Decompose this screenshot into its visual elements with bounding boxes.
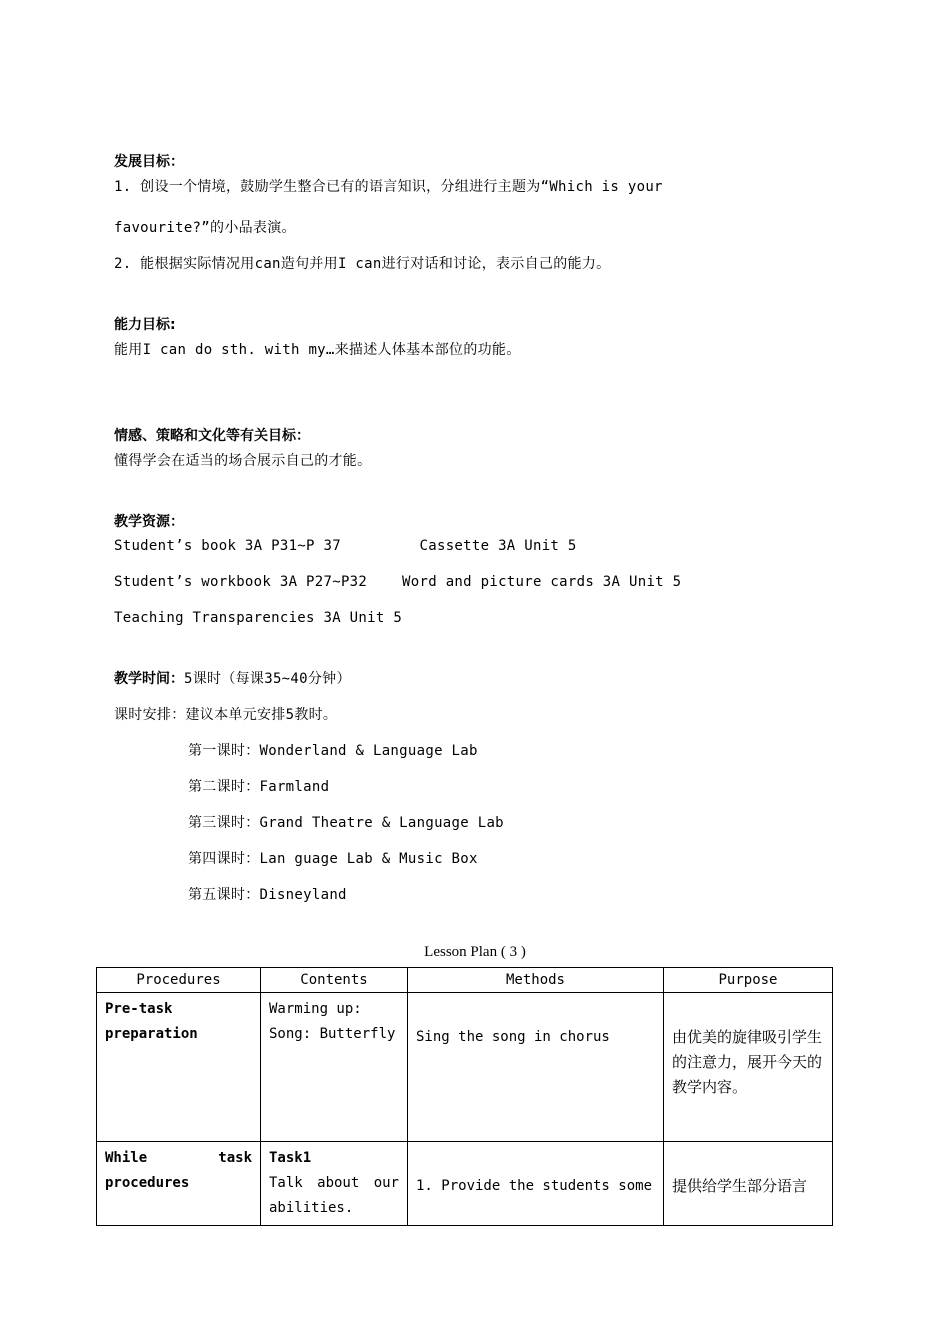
procedure-text: Pre-task [105, 1001, 173, 1017]
content-cell [261, 993, 408, 1142]
procedure-line [105, 1146, 252, 1171]
lesson-item: 第五课时：Disneyland [188, 887, 347, 903]
lesson-item: 第三课时：Grand Theatre & Language Lab [188, 815, 504, 831]
resource-line: Teaching Transparencies 3A Unit 5 [114, 610, 403, 626]
content-text: Song: Butterfly [269, 1026, 396, 1042]
column-header: Purpose [664, 968, 833, 993]
purpose-text: 提供给学生部分语言 [672, 1177, 808, 1195]
lesson-item: 第四课时：Lan guage Lab & Music Box [188, 851, 478, 867]
procedure-text: While [105, 1150, 148, 1166]
lesson-item: 第一课时：Wonderland & Language Lab [188, 743, 478, 759]
method-cell [408, 1142, 664, 1226]
dev-goal-item-2: 2. 能根据实际情况用can造句并用I can进行对话和讨论，表示自己的能力。 [114, 256, 611, 272]
purpose-cell [664, 993, 833, 1142]
resource-line: Student’s workbook 3A P27~P32 Word and picture cards 3A Unit 5 [114, 574, 682, 590]
emotion-text: 懂得学会在适当的场合展示自己的才能。 [114, 453, 372, 469]
dev-goal-item-1: 1. 创设一个情境，鼓励学生整合已有的语言知识，分组进行主题为“Which is your [114, 179, 663, 195]
table-row [97, 1142, 833, 1226]
time-text: 5课时（每课35~40分钟） [184, 671, 351, 687]
method-text: 1. Provide the students some [416, 1178, 653, 1194]
procedure-cell [97, 993, 261, 1142]
ability-title: 能力目标: [114, 317, 176, 333]
column-header: Methods [408, 968, 664, 993]
dev-goal-item-1-cont: favourite?”的小品表演。 [114, 220, 296, 236]
table-header-row [97, 968, 833, 993]
time-title: 教学时间： [114, 671, 184, 687]
lesson-plan-table [96, 967, 833, 1226]
dev-goal-title: 发展目标： [114, 154, 184, 170]
procedure-cell [97, 1142, 261, 1226]
procedure-text: preparation [105, 1026, 198, 1042]
lesson-item: 第二课时：Farmland [188, 779, 330, 795]
column-header: Procedures [97, 968, 261, 993]
emotion-title: 情感、策略和文化等有关目标： [114, 428, 310, 444]
resources-title: 教学资源： [114, 514, 184, 530]
time-row [114, 669, 351, 689]
content-text: Task1 [269, 1150, 312, 1166]
method-text: Sing the song in chorus [416, 1029, 610, 1045]
column-header: Contents [261, 968, 408, 993]
procedure-text: task [218, 1150, 252, 1166]
purpose-text: 由优美的旋律吸引学生的注意力，展开今天的教学内容。 [672, 1028, 823, 1096]
content-text: Talk about our abilities. [269, 1175, 399, 1216]
table-caption: Lesson Plan ( 3 ) [424, 944, 526, 960]
schedule-intro: 课时安排：建议本单元安排5教时。 [114, 707, 338, 723]
method-cell [408, 993, 664, 1142]
table-row [97, 993, 833, 1142]
purpose-cell [664, 1142, 833, 1226]
procedure-text: procedures [105, 1175, 190, 1191]
content-text: Warming up: [269, 1001, 362, 1017]
resource-line: Student’s book 3A P31~P 37 Cassette 3A Unit 5 [114, 538, 577, 554]
content-cell [261, 1142, 408, 1226]
ability-text: 能用I can do sth. with my…来描述人体基本部位的功能。 [114, 342, 521, 358]
